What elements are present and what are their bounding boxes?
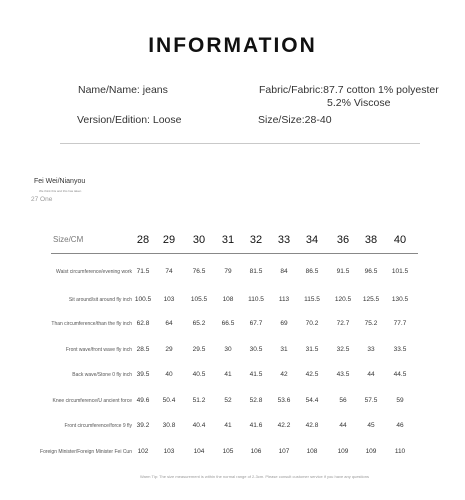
table-cell: 104	[193, 448, 205, 455]
row-label: Waist circumference/evening work	[56, 269, 132, 275]
table-cell: 30.8	[162, 422, 176, 429]
table-cell: 31.5	[305, 346, 319, 353]
size-column-header: 36	[336, 234, 350, 246]
table-cell: 84	[280, 268, 288, 275]
table-cell: 32.5	[336, 346, 350, 353]
size-column-header: 40	[393, 234, 407, 246]
table-cell: 100.5	[134, 296, 152, 303]
table-cell: 40.5	[192, 371, 206, 378]
table-cell: 42	[280, 371, 288, 378]
table-cell: 44	[339, 422, 347, 429]
product-name: Name/Name: jeans	[78, 84, 168, 96]
row-label: Back wave/Stone 0 fly inch	[72, 372, 132, 378]
table-cell: 79	[224, 268, 232, 275]
table-cell: 62.8	[136, 320, 150, 327]
table-cell: 105.5	[190, 296, 208, 303]
brand-code: 27 One	[31, 196, 53, 203]
size-column-header: 34	[305, 234, 319, 246]
size-column-header: 38	[364, 234, 378, 246]
table-cell: 59	[396, 397, 404, 404]
table-cell: 109	[365, 448, 377, 455]
table-cell: 39.2	[136, 422, 150, 429]
warm-tip: Warm Tip: The size measurement is within the normal range of 2-3cm. Please consult customer service if you have any questions	[140, 474, 369, 479]
table-cell: 45	[367, 422, 375, 429]
table-cell: 43.5	[336, 371, 350, 378]
table-cell: 28.5	[136, 346, 150, 353]
row-label: Front wave/front wave fly inch	[65, 347, 132, 353]
fabric-line-1: Fabric/Fabric:87.7 cotton 1% polyester	[259, 84, 439, 96]
row-label: Knee circumference/U ancient force	[52, 398, 132, 404]
brand-name: Fei Wei/Nianyou	[34, 178, 86, 185]
table-cell: 107	[278, 448, 290, 455]
table-cell: 74	[165, 268, 173, 275]
table-cell: 64	[165, 320, 173, 327]
table-cell: 76.5	[192, 268, 206, 275]
table-cell: 96.5	[364, 268, 378, 275]
table-cell: 103	[163, 448, 175, 455]
table-cell: 66.5	[221, 320, 235, 327]
table-cell: 29.5	[192, 346, 206, 353]
table-cell: 51.2	[192, 397, 206, 404]
table-header-divider	[51, 253, 418, 254]
table-cell: 30	[224, 346, 232, 353]
table-cell: 31	[280, 346, 288, 353]
table-cell: 110.5	[248, 296, 264, 303]
table-cell: 77.7	[393, 320, 407, 327]
table-cell: 44	[367, 371, 375, 378]
table-cell: 106	[250, 448, 262, 455]
table-cell: 50.4	[162, 397, 176, 404]
table-cell: 125.5	[362, 296, 380, 303]
table-cell: 81.5	[249, 268, 263, 275]
size-range: Size/Size:28-40	[258, 114, 332, 126]
page-title: INFORMATION	[148, 34, 317, 57]
table-cell: 75.2	[364, 320, 378, 327]
table-cell: 102	[137, 448, 149, 455]
table-cell: 41	[224, 422, 232, 429]
table-cell: 42.2	[277, 422, 291, 429]
table-cell: 108	[222, 296, 234, 303]
table-cell: 91.5	[336, 268, 350, 275]
version: Version/Edition: Loose	[77, 114, 182, 126]
table-cell: 40.4	[192, 422, 206, 429]
table-cell: 113	[278, 296, 290, 303]
table-cell: 110	[394, 448, 406, 455]
table-cell: 54.4	[305, 397, 319, 404]
table-cell: 130.5	[391, 296, 409, 303]
table-cell: 103	[163, 296, 175, 303]
table-cell: 41.5	[249, 371, 263, 378]
table-cell: 70.2	[305, 320, 319, 327]
table-cell: 71.5	[136, 268, 150, 275]
size-column-header: 29	[162, 234, 176, 246]
fabric-line-2: 5.2% Viscose	[327, 97, 391, 109]
size-header-label: Size/CM	[53, 235, 84, 244]
table-cell: 86.5	[305, 268, 319, 275]
row-label: Sit around/sit around fly inch	[68, 297, 132, 303]
table-cell: 56	[339, 397, 347, 404]
table-cell: 67.7	[249, 320, 263, 327]
size-column-header: 33	[277, 234, 291, 246]
size-column-header: 30	[192, 234, 206, 246]
size-column-header: 31	[221, 234, 235, 246]
divider	[60, 143, 420, 144]
table-cell: 42.5	[305, 371, 319, 378]
table-cell: 72.7	[336, 320, 350, 327]
table-cell: 33.5	[393, 346, 407, 353]
table-cell: 108	[306, 448, 318, 455]
table-cell: 29	[165, 346, 173, 353]
table-cell: 41	[224, 371, 232, 378]
table-cell: 105	[222, 448, 234, 455]
table-cell: 115.5	[304, 296, 320, 303]
table-cell: 65.2	[192, 320, 206, 327]
table-cell: 30.5	[249, 346, 263, 353]
table-cell: 52.8	[249, 397, 263, 404]
brand-subtitle: We think this and this has taken	[39, 189, 82, 193]
table-cell: 101.5	[391, 268, 409, 275]
table-cell: 46	[396, 422, 404, 429]
table-cell: 120.5	[334, 296, 352, 303]
table-cell: 40	[165, 371, 173, 378]
table-cell: 52	[224, 397, 232, 404]
table-cell: 33	[367, 346, 375, 353]
row-label: Front circumference/force 9 fly	[64, 423, 132, 429]
table-cell: 53.6	[277, 397, 291, 404]
table-cell: 109	[337, 448, 349, 455]
row-label: Than circumference/than the fly inch	[51, 321, 132, 327]
table-cell: 69	[280, 320, 288, 327]
table-cell: 39.5	[136, 371, 150, 378]
row-label: Foreign Minister/Foreign Minister Fei Cun	[40, 449, 132, 455]
size-column-header: 32	[249, 234, 263, 246]
size-column-header: 28	[136, 234, 150, 246]
table-cell: 44.5	[393, 371, 407, 378]
table-cell: 42.8	[305, 422, 319, 429]
table-cell: 49.6	[136, 397, 150, 404]
table-cell: 57.5	[364, 397, 378, 404]
table-cell: 41.6	[249, 422, 263, 429]
